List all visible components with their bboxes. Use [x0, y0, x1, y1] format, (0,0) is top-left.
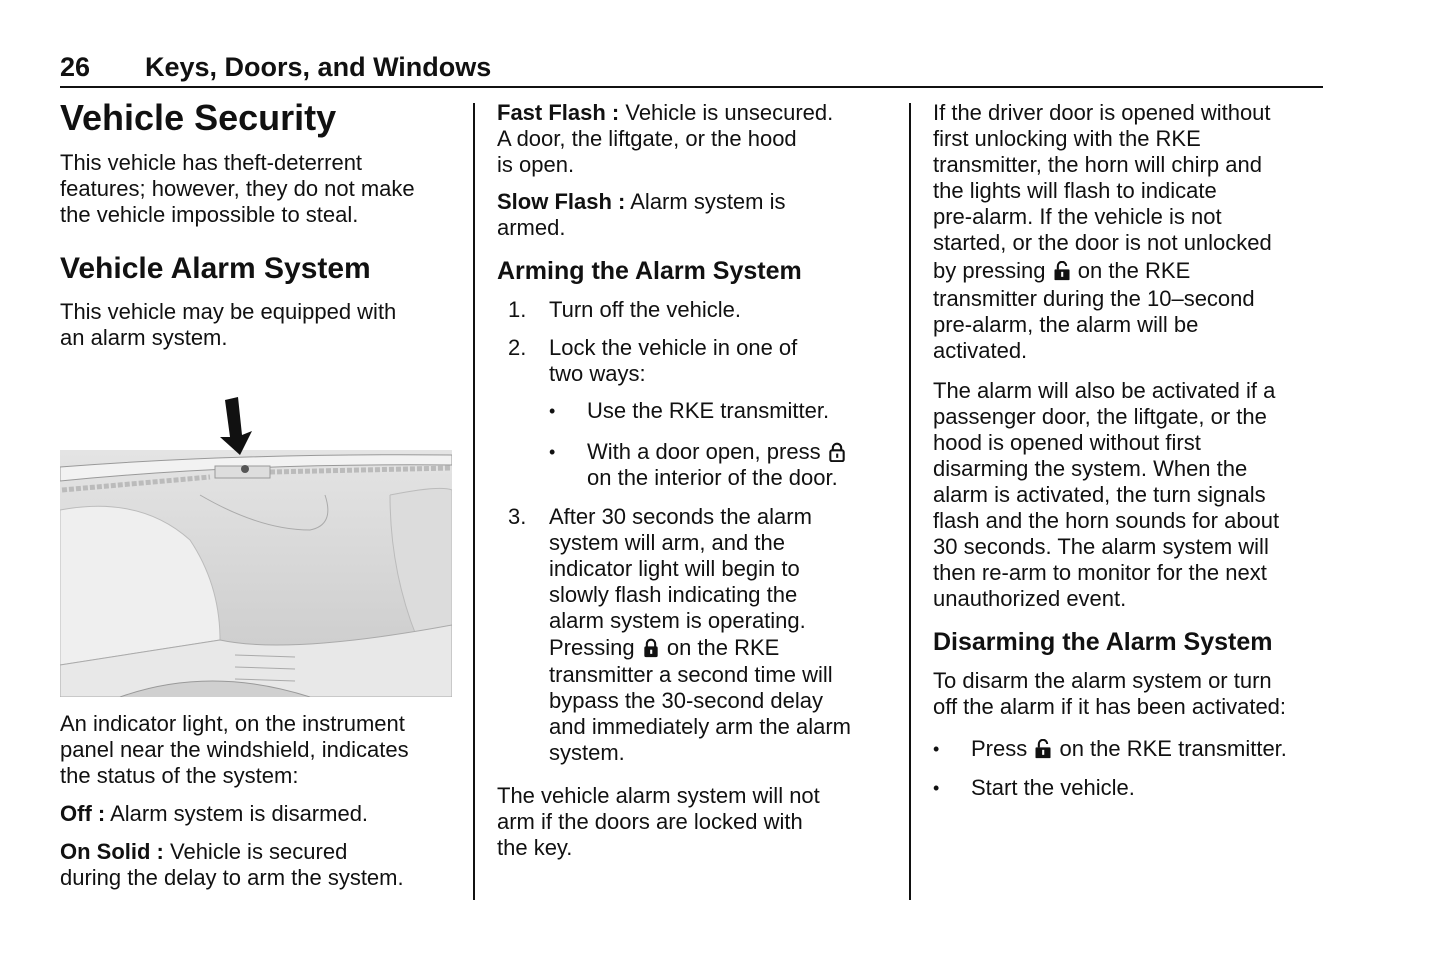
arming-heading: Arming the Alarm System: [497, 257, 802, 285]
status-off: [60, 801, 368, 827]
bullet: •: [549, 401, 556, 421]
alarm-intro: This vehicle may be equipped with an alarm system.: [60, 299, 397, 350]
page-title: Vehicle Security: [60, 97, 337, 138]
status-label: Fast Flash :: [497, 100, 620, 125]
paragraph-text: transmitter during the 10–second pre-alarm, the alarm will be activated.: [933, 286, 1255, 363]
status-label: Off :: [60, 801, 106, 826]
step-text: Turn off the vehicle.: [549, 297, 741, 322]
status-text: Vehicle is secured during the delay to arm the system.: [60, 839, 404, 890]
list-item: [933, 736, 1363, 762]
list-item: [549, 439, 904, 491]
paragraph-text: by pressing: [933, 258, 1052, 283]
bullet-text: Start the vehicle.: [971, 775, 1135, 800]
step-text: Pressing: [549, 635, 641, 660]
key-note: The vehicle alarm system will not arm if the doors are locked with the key.: [497, 783, 820, 860]
intro-paragraph: This vehicle has theft-deterrent features; however, they do not make the vehicle impossible to steal.: [60, 150, 415, 227]
column-divider: [473, 103, 475, 900]
list-item: [508, 504, 903, 766]
step-text: Lock the vehicle in one of two ways:: [549, 335, 798, 386]
bullet-text: Use the RKE transmitter.: [587, 398, 830, 423]
step-text: After 30 seconds the alarm system will arm, and the indicator light will begin to slowly flash indicating the alarm system is operating.: [549, 504, 812, 633]
column-divider: [909, 103, 911, 900]
step-text: on the RKE: [660, 635, 780, 660]
paragraph-text: If the driver door is opened without first unlocking with the RKE transmitter, the horn will chirp and the lights will flash to indicate pre-alarm. If the vehicle is not started, or the door is not unlocked: [933, 100, 1272, 255]
header-rule: [60, 86, 1323, 88]
bullet: •: [933, 778, 940, 798]
list-item: [508, 335, 903, 387]
lock-icon: [641, 638, 661, 658]
section-title: Keys, Doors, and Windows: [145, 52, 492, 82]
disarming-heading: Disarming the Alarm System: [933, 628, 1273, 656]
lock-icon: [827, 442, 847, 462]
step-number: 3.: [508, 504, 527, 529]
pre-alarm-paragraph: [933, 100, 1363, 364]
alarm-heading: Vehicle Alarm System: [60, 252, 371, 285]
status-text: Alarm system is disarmed.: [105, 801, 369, 826]
status-fast-flash: [497, 100, 833, 178]
step-number: 1.: [508, 297, 527, 322]
bullet-text: on the RKE transmitter.: [1053, 736, 1287, 761]
page-number: 26: [60, 52, 91, 82]
paragraph-text: on the RKE: [1071, 258, 1191, 283]
status-label: Slow Flash :: [497, 189, 626, 214]
status-text: Vehicle is unsecured. A door, the liftgate, or the hood is open.: [497, 100, 834, 177]
unlock-icon: [1052, 261, 1072, 281]
bullet-text: Press: [971, 736, 1034, 761]
unlock-icon: [1033, 739, 1053, 759]
bullet-text: on the interior of the door.: [587, 465, 838, 490]
list-item: [933, 775, 1363, 801]
step-number: 2.: [508, 335, 527, 360]
bullet: •: [933, 739, 940, 759]
status-slow-flash: [497, 189, 786, 241]
bullet-text: With a door open, press: [587, 439, 827, 464]
step-text: transmitter a second time will bypass the 30-second delay and immediately arm the alarm system.: [549, 662, 852, 765]
alarm-activation-paragraph: The alarm will also be activated if a passenger door, the liftgate, or the hood is opened without first disarming the system. When the alarm is activated, the turn signals flash and the horn sounds for about 30 seconds. The alarm system will then re-arm to monitor for the next unauthorized event.: [933, 378, 1280, 611]
bullet: •: [549, 442, 556, 462]
disarm-intro: To disarm the alarm system or turn off the alarm if it has been activated:: [933, 668, 1287, 719]
list-item: [508, 297, 903, 323]
status-text: Alarm system is armed.: [497, 189, 786, 240]
status-on-solid: [60, 839, 404, 891]
indicator-paragraph: An indicator light, on the instrument panel near the windshield, indicates the status of the system:: [60, 711, 409, 788]
dashboard-indicator-illustration: [60, 395, 452, 697]
status-label: On Solid :: [60, 839, 164, 864]
list-item: [549, 398, 904, 424]
